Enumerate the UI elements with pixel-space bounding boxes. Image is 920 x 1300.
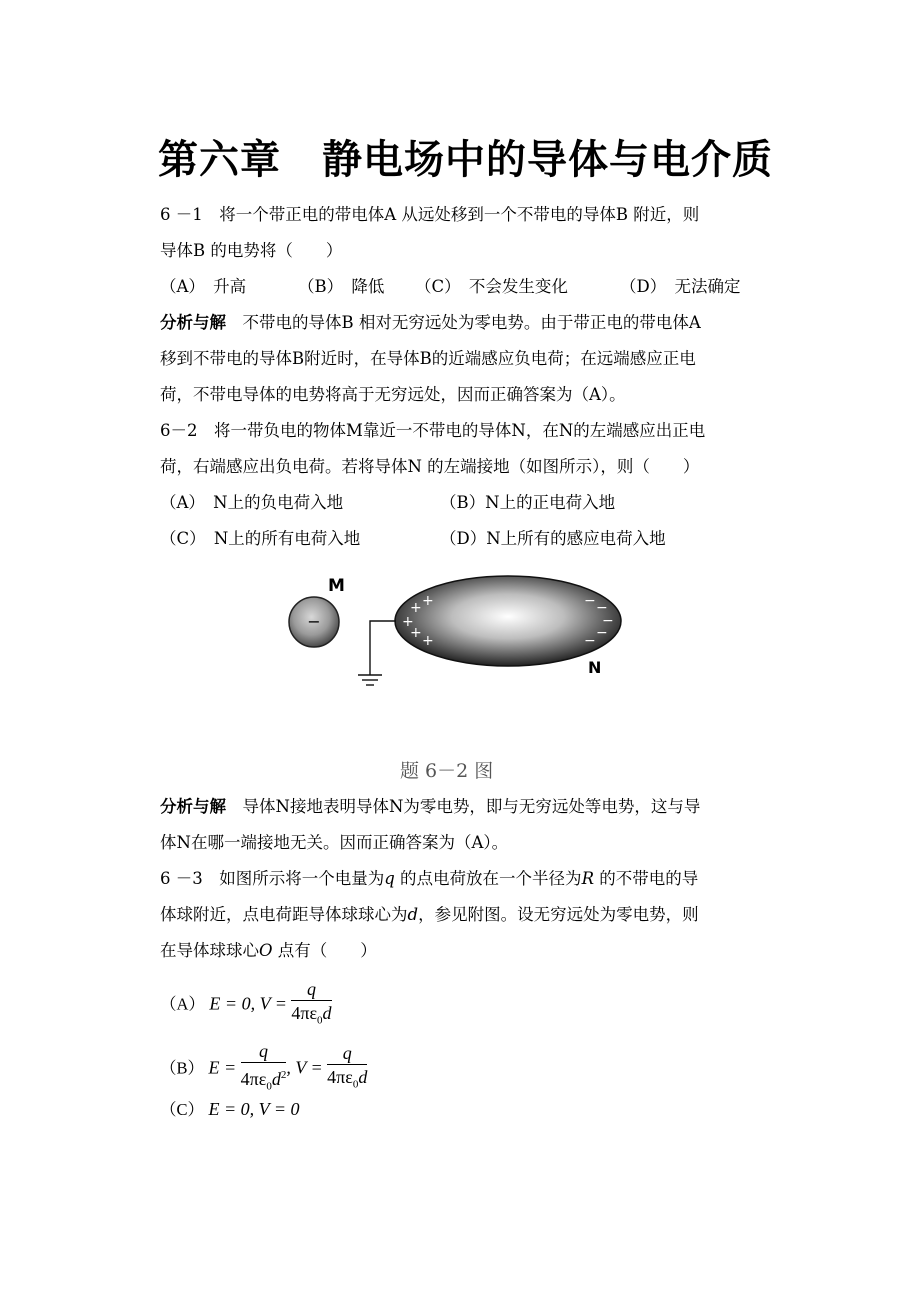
fraction xyxy=(241,1040,287,1099)
q63-text: ，参见附图。设无穷远处为零电势，则 xyxy=(418,905,699,924)
q61-analysis-text1: 不带电的导体B 相对无穷远处为零电势。由于带正电的带电体A xyxy=(226,313,701,332)
q63-text: 在导体球球心 xyxy=(160,941,259,960)
q63-option-a xyxy=(160,978,332,1033)
formula-lhs: E = 0, V = xyxy=(209,993,287,1014)
minus-charge: − xyxy=(602,613,614,629)
q61-line2: 导体B 的电势将（ ） xyxy=(160,241,343,260)
plus-charge: + xyxy=(422,633,434,649)
var-r: R xyxy=(581,869,594,888)
q62-option-b: （B）N上的正电荷入地 xyxy=(440,493,616,512)
plus-charge: + xyxy=(410,600,422,616)
fraction-numerator: q xyxy=(327,1042,367,1065)
q63-text: 点有（ ） xyxy=(272,941,377,960)
formula: E = 0, V = 0 xyxy=(208,1099,300,1119)
conductor-n xyxy=(395,576,621,666)
fraction xyxy=(291,978,331,1033)
option-label: （B） xyxy=(160,1058,205,1078)
plus-charge: + xyxy=(410,625,422,641)
plus-charge: + xyxy=(402,614,414,630)
label-m: M xyxy=(328,576,345,596)
fraction-numerator: q xyxy=(291,978,331,1001)
q63-text: 的不带电的导 xyxy=(594,869,699,888)
figure-caption: 题 6－2 图 xyxy=(400,760,494,782)
option-label: （C） xyxy=(160,1100,205,1119)
label-n: N xyxy=(588,658,602,677)
q63-option-c xyxy=(160,1096,299,1120)
minus-charge: − xyxy=(596,600,608,616)
q61-analysis-line2: 移到不带电的导体B附近时，在导体B的近端感应负电荷；在远端感应正电 xyxy=(160,349,696,368)
fraction-denominator: $4\pi\varepsilon_0d$ xyxy=(327,1067,368,1091)
ground-symbol xyxy=(358,675,382,685)
figure-6-2 xyxy=(270,565,640,705)
q62-option-d: （D）N上所有的感应电荷入地 xyxy=(440,529,666,548)
var-q: q xyxy=(384,869,395,888)
q61-option-c: （C） 不会发生变化 xyxy=(415,277,568,296)
q61-option-d: （D） 无法确定 xyxy=(620,277,741,296)
q62-analysis-line2: 体N在哪一端接地无关。因而正确答案为（A）。 xyxy=(160,833,509,852)
formula-lhs: E = xyxy=(208,1057,237,1078)
var-o: O xyxy=(259,941,273,960)
sphere-m-charge: − xyxy=(307,612,321,631)
q63-option-b xyxy=(160,1040,367,1099)
q62-analysis-label: 分析与解 xyxy=(160,797,226,816)
fraction-denominator: $4\pi\varepsilon_0d$ xyxy=(291,1003,332,1027)
chapter-title: 第六章 静电场中的导体与电介质 xyxy=(158,137,773,183)
ground-wire xyxy=(370,621,396,675)
minus-charge: − xyxy=(584,633,596,649)
q63-line1 xyxy=(160,869,698,889)
minus-charge: − xyxy=(596,625,608,641)
q62-analysis-text1: 导体N接地表明导体N为零电势，即与无穷远处等电势，这与导 xyxy=(226,797,701,816)
q63-text: 6 －3 如图所示将一个电量为 xyxy=(160,869,385,888)
q62-line1: 6－2 将一带负电的物体M靠近一不带电的导体N，在N的左端感应出正电 xyxy=(160,421,706,440)
q63-text: 体球附近，点电荷距导体球球心为 xyxy=(160,905,408,924)
q63-line2 xyxy=(160,905,699,925)
var-d: d xyxy=(407,905,419,924)
fraction-denominator: $4\pi\varepsilon_0d^2$ xyxy=(240,1069,287,1093)
q63-line3 xyxy=(160,941,377,961)
fraction-numerator: q xyxy=(241,1040,287,1063)
q61-analysis-line3: 荷，不带电导体的电势将高于无穷远处，因而正确答案为（A）。 xyxy=(160,385,626,404)
q61-line1: 6 －1 将一个带正电的带电体A 从远处移到一个不带电的导体B 附近，则 xyxy=(160,205,700,224)
q61-analysis-label: 分析与解 xyxy=(160,313,226,332)
q63-text: 的点电荷放在一个半径为 xyxy=(394,869,582,888)
q61-analysis-line1 xyxy=(160,313,701,333)
minus-charge: − xyxy=(584,593,596,609)
q62-analysis-line1 xyxy=(160,797,700,817)
formula-mid: , V = xyxy=(286,1057,323,1078)
q62-line2: 荷，右端感应出负电荷。若将导体N 的左端接地（如图所示），则（ ） xyxy=(160,457,700,476)
plus-charge: + xyxy=(422,593,434,609)
fraction xyxy=(327,1042,367,1097)
q62-option-a: （A） N上的负电荷入地 xyxy=(160,493,344,512)
option-label: （A） xyxy=(160,994,205,1014)
q62-option-c: （C） N上的所有电荷入地 xyxy=(160,529,361,548)
q61-option-a: （A） 升高 xyxy=(160,277,247,296)
q61-option-b: （B） 降低 xyxy=(298,277,385,296)
